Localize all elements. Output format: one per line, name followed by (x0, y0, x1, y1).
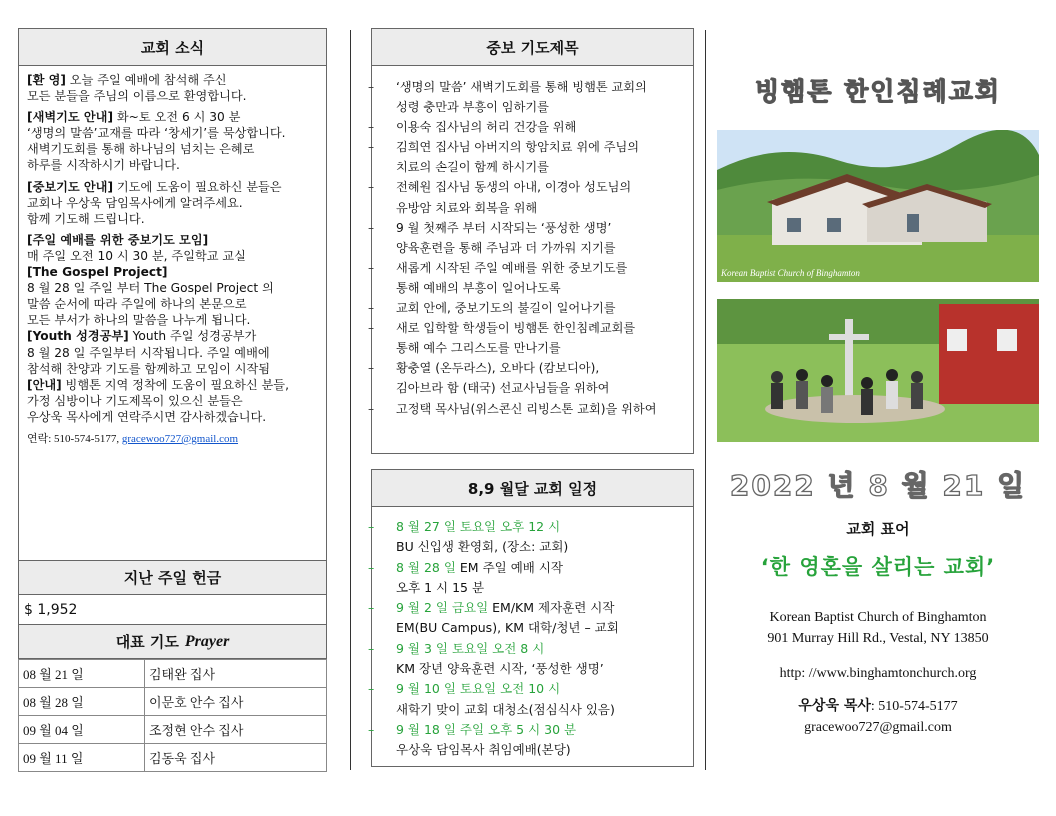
contact-label: 연락: 510-574-5177, (27, 432, 122, 445)
column-divider-1 (350, 30, 351, 770)
prayer-request-line (368, 77, 689, 97)
news-line-text: 기도에 도움이 필요하신 분들은 (113, 179, 282, 194)
schedule-item-detail: 오후 1 시 15 분 (396, 579, 485, 595)
bullet-dash: – (368, 401, 375, 416)
prayer-date: 08 월 21 일 (19, 660, 145, 688)
photo-caption: Korean Baptist Church of Binghamton (721, 268, 860, 278)
pastor-phone: : 510-574-5177 (870, 699, 958, 714)
offering-amount: $ 1,952 (18, 595, 327, 625)
schedule-item-when (368, 558, 689, 578)
church-name-en: Korean Baptist Church of Binghamton (769, 610, 987, 625)
schedule-date: 9 월 3 일 토요일 오전 8 시 (396, 640, 545, 656)
news-line-text: 모든 분들을 주님의 이름으로 환영합니다. (27, 89, 247, 104)
prayer-request-text: 김희연 집사님 아버지의 항암치료 위에 주님의 (396, 140, 640, 155)
prayer-title (18, 625, 327, 659)
news-line (27, 280, 320, 296)
prayer-title-ko: 대표 기도 (115, 633, 179, 651)
bullet-dash: – (368, 260, 375, 275)
prayer-request-line (396, 278, 689, 298)
schedule-item-detail: BU 신입생 환영회, (장소: 교회) (396, 539, 569, 555)
schedule-item-when (368, 679, 689, 699)
news-line (27, 179, 320, 195)
news-line-text: Youth 주일 성경공부가 (128, 329, 257, 344)
prayer-request-line (368, 258, 689, 278)
prayer-request-line (368, 218, 689, 238)
prayer-request-text: 황충열 (온두라스), 오바다 (캄보디아), (396, 361, 600, 376)
bullet-dash: – (368, 321, 375, 336)
bullet-dash: – (368, 220, 375, 235)
bulletin-date: 2022 년 8 월 21 일 (729, 469, 1027, 502)
news-line-text: 교회나 우상욱 담임목사에게 알려주세요. (27, 195, 243, 210)
bullet-dash: – (368, 640, 375, 656)
news-line-heading: [Youth 성경공부] (27, 329, 129, 344)
news-line (27, 157, 320, 173)
news-line (27, 393, 320, 409)
prayer-request-line (396, 338, 689, 358)
news-line-text: ‘생명의 말씀’교재를 따라 ‘창세기’를 묵상합니다. (27, 126, 286, 141)
news-line-heading: [환 영] (27, 73, 66, 87)
news-line (27, 264, 320, 280)
church-address-block (717, 607, 1039, 649)
bullet-dash: – (368, 180, 375, 195)
schedule-item-when (368, 517, 689, 537)
news-line (27, 345, 320, 361)
prayer-request-text: 9 월 첫째주 부터 시작되는 ‘풍성한 생명’ (396, 220, 612, 235)
schedule-bottom-rule (372, 766, 693, 767)
news-line-text: 말씀 순서에 따라 주일에 하나의 본문으로 (27, 297, 247, 312)
prayer-request-text: 새로 입학할 학생들이 빙햄톤 한인침례교회를 (396, 321, 636, 336)
news-line-text: 오늘 주일 예배에 참석해 주신 (65, 73, 227, 87)
church-motto: ‘한 영혼을 살리는 교회’ (760, 555, 996, 579)
prayer-request-line (396, 378, 689, 398)
news-line-heading: [중보기도 안내] (27, 179, 114, 194)
offering-title: 지난 주일 헌금 (18, 561, 327, 595)
news-line-heading: [새벽기도 안내] (27, 110, 114, 125)
prayer-request-line (368, 137, 689, 157)
schedule-title: 8,9 월달 교회 일정 (371, 469, 694, 507)
schedule-item-detail: EM(BU Campus), KM 대학/청년 – 교회 (396, 620, 619, 636)
news-line (27, 312, 320, 328)
news-title: 교회 소식 (18, 28, 327, 66)
bullet-dash: – (368, 120, 375, 135)
bullet-dash: – (368, 519, 375, 534)
prayer-row (19, 716, 327, 744)
news-line (27, 109, 320, 125)
prayer-table (18, 659, 327, 772)
prayer-request-text: 전혜원 집사님 동생의 아내, 이경아 성도님의 (396, 180, 632, 195)
church-name: 빙햄톤 한인침례교회 (754, 77, 1002, 106)
bullet-dash: – (368, 301, 375, 316)
schedule-event: EM 주일 예배 시작 (455, 559, 563, 575)
bullet-dash: – (368, 559, 375, 575)
prayer-date: 09 월 04 일 (19, 716, 145, 744)
prayer-request-line (396, 97, 689, 117)
prayer-date: 09 월 11 일 (19, 744, 145, 772)
news-line (27, 361, 320, 377)
news-line-text: 8 월 28 일 주일 부터 The Gospel Project 의 (27, 281, 274, 296)
pastor-contact (717, 696, 1039, 738)
bullet-dash: – (368, 721, 375, 737)
requests-section (368, 66, 694, 454)
pastor-label: 우상욱 목사 (798, 698, 871, 714)
prayer-request-text: 새롭게 시작된 주일 예배를 위한 중보기도를 (396, 260, 628, 275)
bullet-dash: – (368, 681, 375, 697)
prayer-request-text: 이용숙 집사님의 허리 건강을 위해 (396, 120, 577, 135)
prayer-request-line (368, 358, 689, 378)
news-line-heading: [안내] (27, 377, 62, 392)
schedule-item-detail: 우상욱 담임목사 취임예배(본당) (396, 742, 571, 758)
prayer-request-text: 성령 충만과 부흥이 임하기를 (396, 100, 549, 115)
church-building-photo (717, 130, 1039, 282)
prayer-leader: 조정현 안수 집사 (145, 716, 327, 744)
prayer-row (19, 660, 327, 688)
left-column (18, 28, 327, 772)
prayer-request-text: ‘생명의 말씀’ 새벽기도회를 통해 빙햄톤 교회의 (396, 80, 647, 94)
prayer-date: 08 월 28 일 (19, 688, 145, 716)
schedule-date: 9 월 18 일 주일 오후 5 시 30 분 (396, 721, 577, 737)
schedule-item-detail: KM 장년 양육훈련 시작, ‘풍성한 생명’ (396, 661, 604, 677)
schedule-item-detail: 새학기 맞이 교회 대청소(점심식사 있음) (396, 701, 615, 717)
news-line (27, 88, 320, 104)
prayer-title-en: Prayer (184, 632, 230, 650)
prayer-request-text: 치료의 손길이 함께 하시기를 (396, 160, 549, 175)
prayer-request-text: 교회 안에, 중보기도의 불길이 일어나기를 (396, 301, 616, 316)
prayer-leader: 이문호 안수 집사 (145, 688, 327, 716)
schedule-item-when (368, 639, 689, 659)
news-line-heading: [주일 예배를 위한 중보기도 모임] (27, 232, 209, 247)
prayer-request-text: 양육훈련을 통해 주님과 더 가까워 지기를 (396, 240, 616, 255)
prayer-request-text: 통해 예배의 부흥이 일어나도록 (396, 280, 561, 295)
prayer-request-line (396, 198, 689, 218)
news-line-text: 8 월 28 일 주일부터 시작됩니다. 주일 예배에 (27, 345, 270, 360)
requests-title: 중보 기도제목 (371, 28, 694, 66)
news-line-text: 가정 심방이나 기도제목이 있으신 분들은 (27, 393, 243, 408)
news-line (27, 141, 320, 157)
news-line-text: 모든 부서가 하나의 말씀을 나누게 됩니다. (27, 313, 251, 328)
cover-column (717, 60, 1039, 738)
middle-column (368, 28, 694, 767)
prayer-row (19, 688, 327, 716)
news-line-text: 우상욱 목사에게 연락주시면 감사하겠습니다. (27, 409, 267, 424)
bullet-dash: – (368, 600, 375, 616)
prayer-leader: 김태완 집사 (145, 660, 327, 688)
schedule-date: 9 월 10 일 토요일 오전 10 시 (396, 681, 561, 697)
prayer-leader: 김동욱 집사 (145, 744, 327, 772)
schedule-event: EM/KM 제자훈련 시작 (488, 600, 615, 616)
news-line-text: 참석해 찬양과 기도를 함께하고 모임이 시작됨 (27, 361, 271, 376)
news-line (27, 409, 320, 425)
news-line-heading: [The Gospel Project] (27, 265, 168, 280)
news-line-text: 빙햄톤 지역 정착에 도움이 필요하신 분들, (61, 377, 289, 392)
church-address: 901 Murray Hill Rd., Vestal, NY 13850 (767, 631, 989, 646)
schedule-item-when (368, 720, 689, 740)
prayer-request-text: 고정택 목사님(위스콘신 리빙스톤 교회)을 위하여 (396, 401, 657, 416)
schedule-date: 9 월 2 일 금요일 (396, 600, 489, 616)
prayer-request-line (368, 298, 689, 318)
news-line-text: 하루를 시작하시기 바랍니다. (27, 158, 180, 173)
prayer-request-text: 유방암 치료와 회복을 위해 (396, 200, 538, 215)
prayer-request-text: 김아브라 함 (태국) 선교사님들을 위하여 (396, 381, 610, 396)
column-divider-2 (705, 30, 706, 770)
news-section (18, 66, 327, 561)
prayer-request-line (368, 117, 689, 137)
prayer-row (19, 744, 327, 772)
prayer-request-line (368, 318, 689, 338)
news-line (27, 211, 320, 227)
news-line (27, 72, 320, 88)
schedule-date: 8 월 28 일 (396, 559, 456, 575)
news-line-text: 함께 기도해 드립니다. (27, 211, 145, 226)
contact-email-link[interactable]: gracewoo727@gmail.com (121, 432, 239, 445)
news-line-text: 새벽기도회를 통해 하나님의 넘치는 은혜로 (27, 142, 255, 157)
schedule-section (368, 507, 694, 767)
prayer-request-line (368, 399, 689, 419)
news-line (27, 248, 320, 264)
church-website[interactable]: http: //www.binghamtonchurch.org (779, 666, 977, 681)
prayer-request-line (368, 177, 689, 197)
news-line (27, 125, 320, 141)
bullet-dash: – (368, 80, 375, 94)
prayer-request-line (396, 157, 689, 177)
congregation-photo (717, 299, 1039, 442)
news-line-text: 화~토 오전 6 시 30 분 (113, 110, 241, 125)
prayer-request-line (396, 238, 689, 258)
prayer-request-text: 통해 예수 그리스도를 만나기를 (396, 341, 561, 356)
bullet-dash: – (368, 361, 375, 376)
news-line (27, 296, 320, 312)
news-line (27, 195, 320, 211)
schedule-date: 8 월 27 일 토요일 오후 12 시 (396, 519, 561, 534)
pastor-email[interactable]: gracewoo727@gmail.com (804, 720, 952, 735)
motto-label: 교회 표어 (846, 520, 910, 538)
schedule-item-when (368, 598, 689, 618)
news-contact (27, 431, 320, 447)
news-line (27, 328, 320, 344)
news-line (27, 232, 320, 248)
bullet-dash: – (368, 140, 375, 155)
news-line-text: 매 주일 오전 10 시 30 분, 주일학교 교실 (27, 248, 246, 263)
news-line (27, 377, 320, 393)
